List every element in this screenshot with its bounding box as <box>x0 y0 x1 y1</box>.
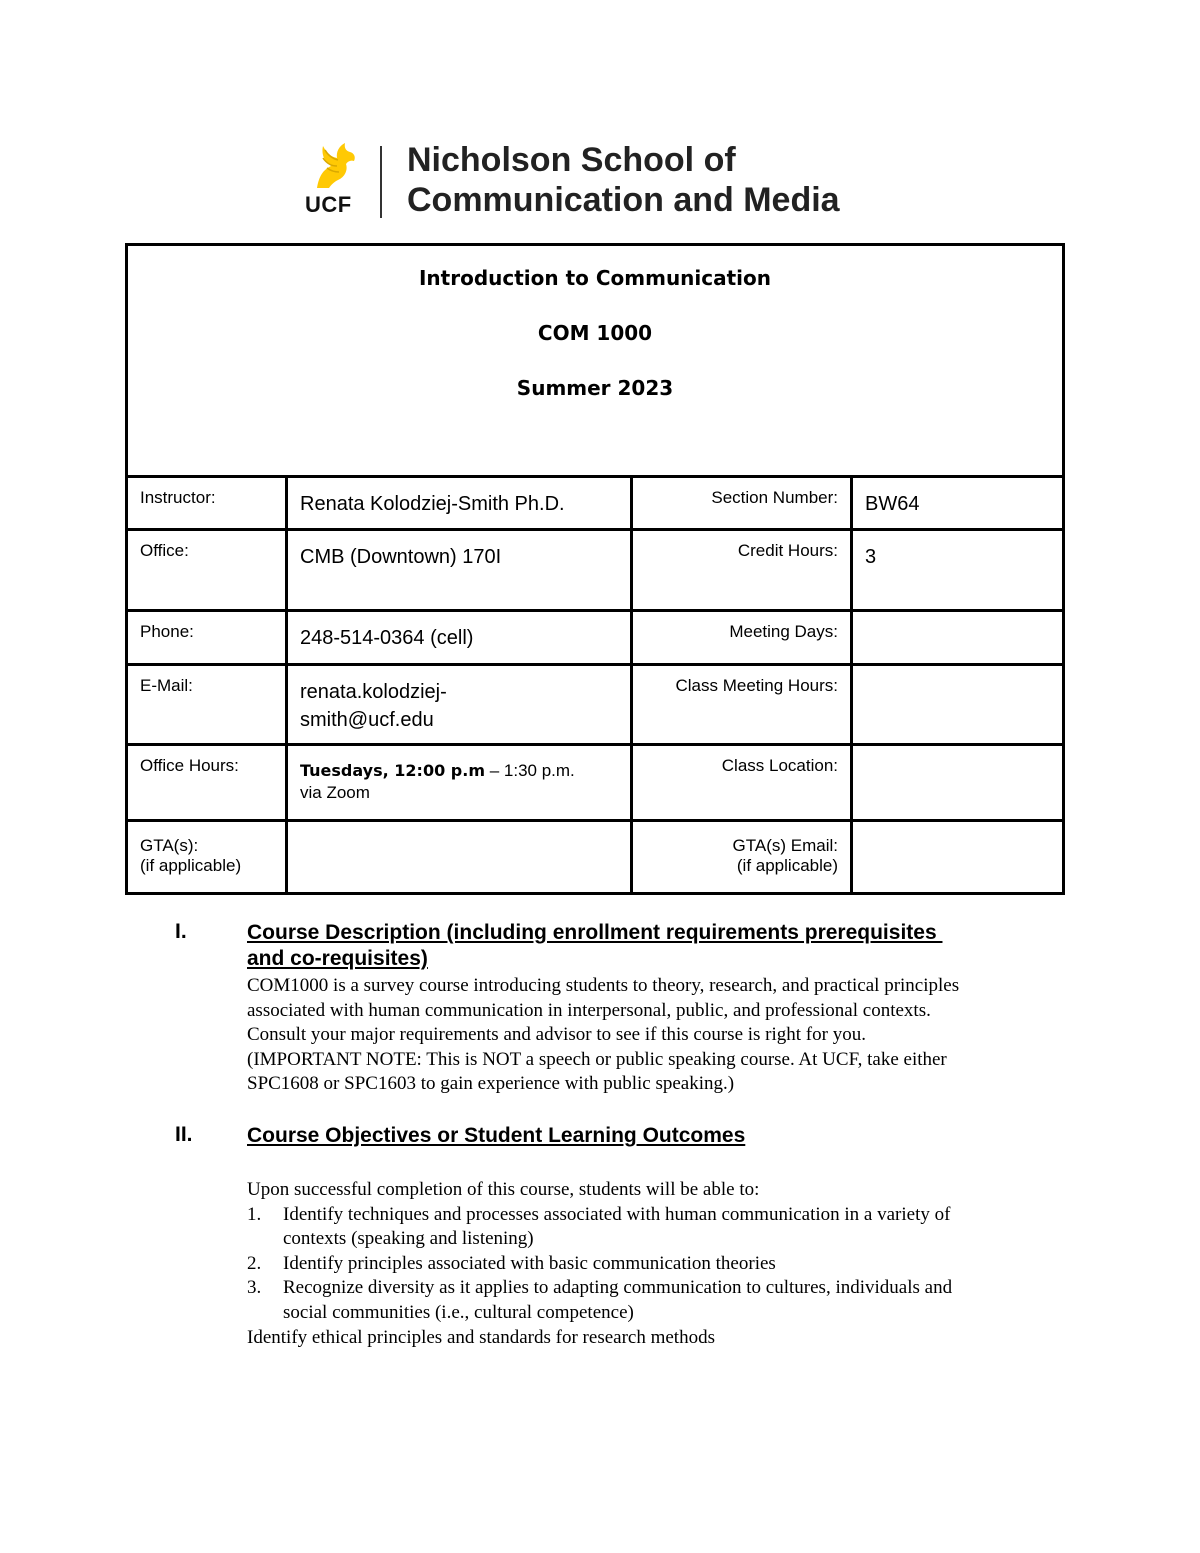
logo-divider <box>380 146 382 218</box>
learning-outcomes-text <box>247 1178 1067 1350</box>
section-learning-outcomes <box>175 1123 1065 1363</box>
section-heading-line1: Course Description (including enrollment requirements prerequisites <box>247 921 943 944</box>
objectives-list <box>247 1203 1067 1326</box>
course-title: Introduction to Communication <box>418 266 772 290</box>
office-hours-value <box>287 745 632 821</box>
class-location-label: Class Location: <box>632 745 852 821</box>
section-heading <box>247 920 1047 972</box>
list-item <box>247 1203 1067 1252</box>
list-item-number: 2. <box>247 1252 262 1274</box>
section-number-label: Section Number: <box>632 477 852 530</box>
list-item-line: Recognize diversity as it applies to adapting communication to cultures, individuals and <box>283 1277 953 1299</box>
school-logo <box>305 140 905 220</box>
outcomes-intro: Upon successful completion of this course, students will be able to: <box>247 1179 760 1200</box>
school-name-line1: Nicholson School of <box>407 141 736 179</box>
gta-email-label-note: (if applicable) <box>736 856 838 875</box>
list-item-line: social communities (i.e., cultural competence) <box>283 1301 634 1323</box>
ucf-wordmark: UCF <box>305 192 352 217</box>
gta-label <box>127 821 287 894</box>
gta-value <box>287 821 632 894</box>
office-hours-days: Tuesdays, 12:00 p.m <box>300 761 485 780</box>
list-item-line: Identify techniques and processes associated with human communication in a variety of <box>283 1203 951 1225</box>
section-course-description <box>175 920 1065 1100</box>
gta-email-label <box>632 821 852 894</box>
school-name <box>407 140 840 220</box>
gta-email-value <box>852 821 1064 894</box>
section-heading: Course Objectives or Student Learning Outcomes <box>247 1124 746 1147</box>
gta-label-note: (if applicable) <box>140 856 242 875</box>
description-line: Consult your major requirements and advisor to see if this course is right for you. <box>247 1024 866 1046</box>
office-value: CMB (Downtown) 170I <box>287 530 632 611</box>
section-number: II. <box>175 1123 193 1146</box>
list-item-line: contexts (speaking and listening) <box>283 1228 534 1250</box>
description-line: COM1000 is a survey course introducing students to theory, research, and practical principles <box>247 975 960 996</box>
gta-email-label-text: GTA(s) Email: <box>732 836 838 855</box>
list-item <box>247 1276 1067 1325</box>
course-description-text <box>247 974 1067 1097</box>
course-code: COM 1000 <box>537 321 653 345</box>
gta-label-text: GTA(s): <box>140 836 199 855</box>
office-hours-location: via Zoom <box>300 783 370 802</box>
pegasus-icon <box>307 140 357 190</box>
email-label: E-Mail: <box>127 665 287 745</box>
email-value <box>287 665 632 745</box>
list-item <box>247 1252 1067 1277</box>
meeting-days-value <box>852 611 1064 665</box>
description-line: SPC1608 or SPC1603 to gain experience with public speaking.) <box>247 1073 735 1095</box>
credit-hours-label: Credit Hours: <box>632 530 852 611</box>
instructor-label: Instructor: <box>127 477 287 530</box>
email-line2: smith@ucf.edu <box>300 709 434 731</box>
list-item-number: 1. <box>247 1203 262 1225</box>
course-info-table <box>125 243 1065 895</box>
class-meeting-hours-label: Class Meeting Hours: <box>632 665 852 745</box>
section-heading-line2: and co-requisites) <box>247 947 428 970</box>
credit-hours-value: 3 <box>852 530 1064 611</box>
course-title-cell <box>127 245 1064 477</box>
school-name-line2: Communication and Media <box>407 181 840 219</box>
office-hours-label: Office Hours: <box>127 745 287 821</box>
course-term: Summer 2023 <box>516 376 674 400</box>
office-label: Office: <box>127 530 287 611</box>
email-line1: renata.kolodziej- <box>300 681 447 703</box>
list-item-line: Identify principles associated with basic communication theories <box>283 1252 776 1274</box>
phone-label: Phone: <box>127 611 287 665</box>
meeting-days-label: Meeting Days: <box>632 611 852 665</box>
description-line: associated with human communication in interpersonal, public, and professional contexts. <box>247 999 931 1021</box>
ucf-pegasus-mark <box>305 140 363 220</box>
list-item-number: 3. <box>247 1277 262 1299</box>
class-location-value <box>852 745 1064 821</box>
instructor-value: Renata Kolodziej-Smith Ph.D. <box>287 477 632 530</box>
phone-value: 248-514-0364 (cell) <box>287 611 632 665</box>
office-hours-time: – 1:30 p.m. <box>484 761 575 780</box>
outcomes-trailing: Identify ethical principles and standards for research methods <box>247 1326 715 1348</box>
description-line: (IMPORTANT NOTE: This is NOT a speech or public speaking course. At UCF, take either <box>247 1048 947 1070</box>
section-number-value: BW64 <box>852 477 1064 530</box>
section-number: I. <box>175 920 187 943</box>
class-meeting-hours-value <box>852 665 1064 745</box>
